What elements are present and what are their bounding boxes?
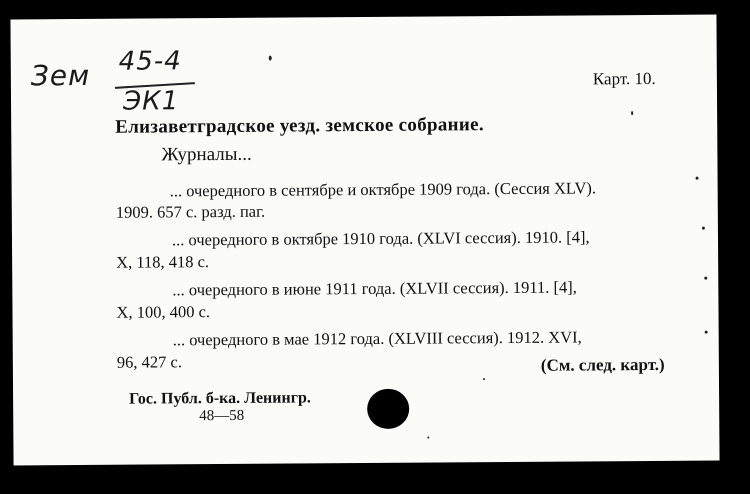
entry-3-line-1: ... очередного в июне 1911 года. (XLVII сессия). 1911. [4], — [172, 277, 577, 300]
see-next-card-note: (См. след. карт.) — [540, 354, 665, 375]
print-code: 48—58 — [199, 407, 245, 425]
entry-2-line-1: ... очередного в октябре 1910 года. (XLVI сессия). 1910. [4], — [171, 227, 590, 250]
scan-speck — [696, 177, 699, 180]
handwritten-shelfmark-bottom: ЭК1 — [122, 86, 180, 117]
entry-3-line-2: X, 100, 400 с. — [116, 302, 211, 322]
card-subheading: Журналы... — [161, 143, 252, 166]
handwritten-prefix: Зем — [30, 58, 91, 93]
entry-1-line-1: ... очередного в сентябре и октябре 1909 года. (Сессия XLV). — [169, 178, 597, 201]
entry-1-line-2: 1909. 657 с. разд. паг. — [115, 201, 266, 222]
scan-speck — [483, 378, 485, 380]
scan-speck — [704, 277, 707, 280]
scan-speck — [427, 437, 429, 439]
scan-speck — [269, 56, 272, 61]
entry-4-line-1: ... очередного в мае 1912 года. (XLVIII сессия). 1912. XVI, — [172, 327, 582, 350]
card-heading: Елизаветградское уезд. земское собрание. — [115, 114, 484, 138]
card-number: Карт. 10. — [592, 68, 656, 89]
scan-speck — [631, 111, 633, 115]
entry-4-line-2: 96, 427 с. — [116, 352, 182, 372]
catalog-card — [10, 15, 719, 466]
punch-hole — [367, 389, 409, 429]
library-name: Гос. Публ. б-ка. Ленингр. — [129, 389, 311, 408]
handwritten-shelfmark-top: 45-4 — [118, 46, 182, 77]
entry-2-line-2: X, 118, 418 с. — [116, 252, 210, 272]
scan-speck — [702, 227, 705, 230]
scan-speck — [705, 331, 708, 334]
